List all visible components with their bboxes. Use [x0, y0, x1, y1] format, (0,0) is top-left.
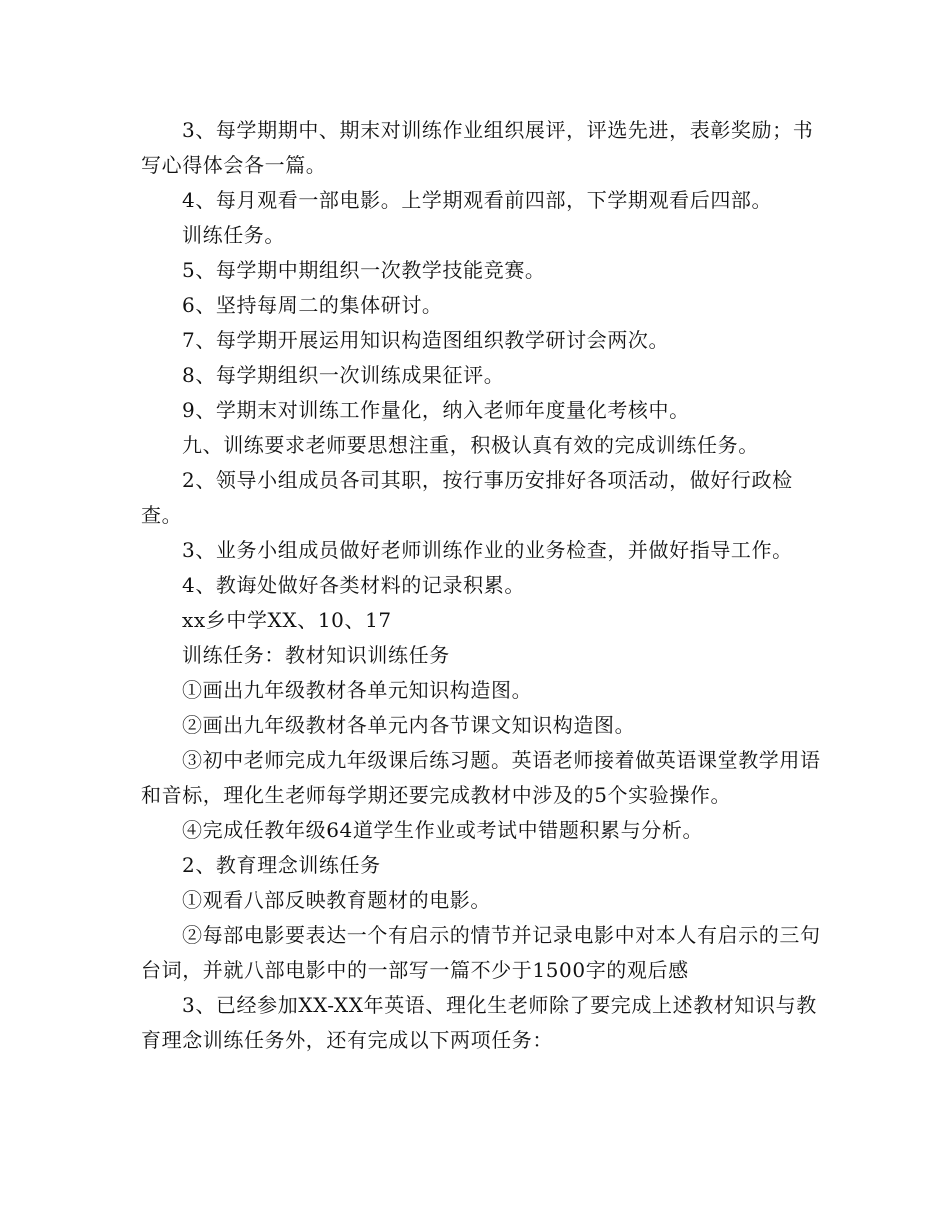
list-item: ④完成任教年级64道学生作业或考试中错题积累与分析。 — [182, 818, 704, 842]
list-item: ①观看八部反映教育题材的电影。 — [182, 888, 491, 912]
section-heading: 九、训练要求老师要思想注重，积极认真有效的完成训练任务。 — [182, 433, 759, 457]
paragraph: 训练任务。 — [182, 223, 285, 247]
signature-date: xx乡中学XX、10、17 — [182, 608, 392, 632]
paragraph: 4、教诲处做好各类材料的记录积累。 — [182, 573, 525, 597]
list-item: ③初中老师完成九年级课后练习题。英语老师接着做英语课堂教学用语和音标，理化生老师每学期还要完成教材中涉及的5个实验操作。 — [141, 748, 821, 807]
section-heading: 训练任务：教材知识训练任务 — [182, 643, 450, 667]
paragraph: 8、每学期组织一次训练成果征评。 — [182, 363, 505, 387]
section-heading: 2、教育理念训练任务 — [182, 853, 381, 877]
paragraph: 3、已经参加XX-XX年英语、理化生老师除了要完成上述教材知识与教育理念训练任务外，还有完成以下两项任务： — [141, 993, 817, 1052]
paragraph: 5、每学期中期组织一次教学技能竞赛。 — [182, 258, 546, 282]
paragraph: 2、领导小组成员各司其职，按行事历安排好各项活动，做好行政检查。 — [141, 468, 793, 527]
document-body — [141, 113, 821, 1058]
list-item: ②画出九年级教材各单元内各节课文知识构造图。 — [182, 713, 636, 737]
paragraph: 9、学期末对训练工作量化，纳入老师年度量化考核中。 — [182, 398, 690, 422]
list-item: ②每部电影要表达一个有启示的情节并记录电影中对本人有启示的三句台词，并就八部电影中的一部写一篇不少于1500字的观后感 — [141, 923, 821, 982]
paragraph: 7、每学期开展运用知识构造图组织教学研讨会两次。 — [182, 328, 670, 352]
paragraph: 4、每月观看一部电影。上学期观看前四部，下学期观看后四部。 — [182, 188, 773, 212]
list-item: ①画出九年级教材各单元知识构造图。 — [182, 678, 533, 702]
paragraph: 3、每学期期中、期末对训练作业组织展评，评选先进，表彰奖励；书写心得体会各一篇。 — [141, 118, 814, 177]
paragraph: 3、业务小组成员做好老师训练作业的业务检查，并做好指导工作。 — [182, 538, 793, 562]
paragraph: 6、坚持每周二的集体研讨。 — [182, 293, 443, 317]
